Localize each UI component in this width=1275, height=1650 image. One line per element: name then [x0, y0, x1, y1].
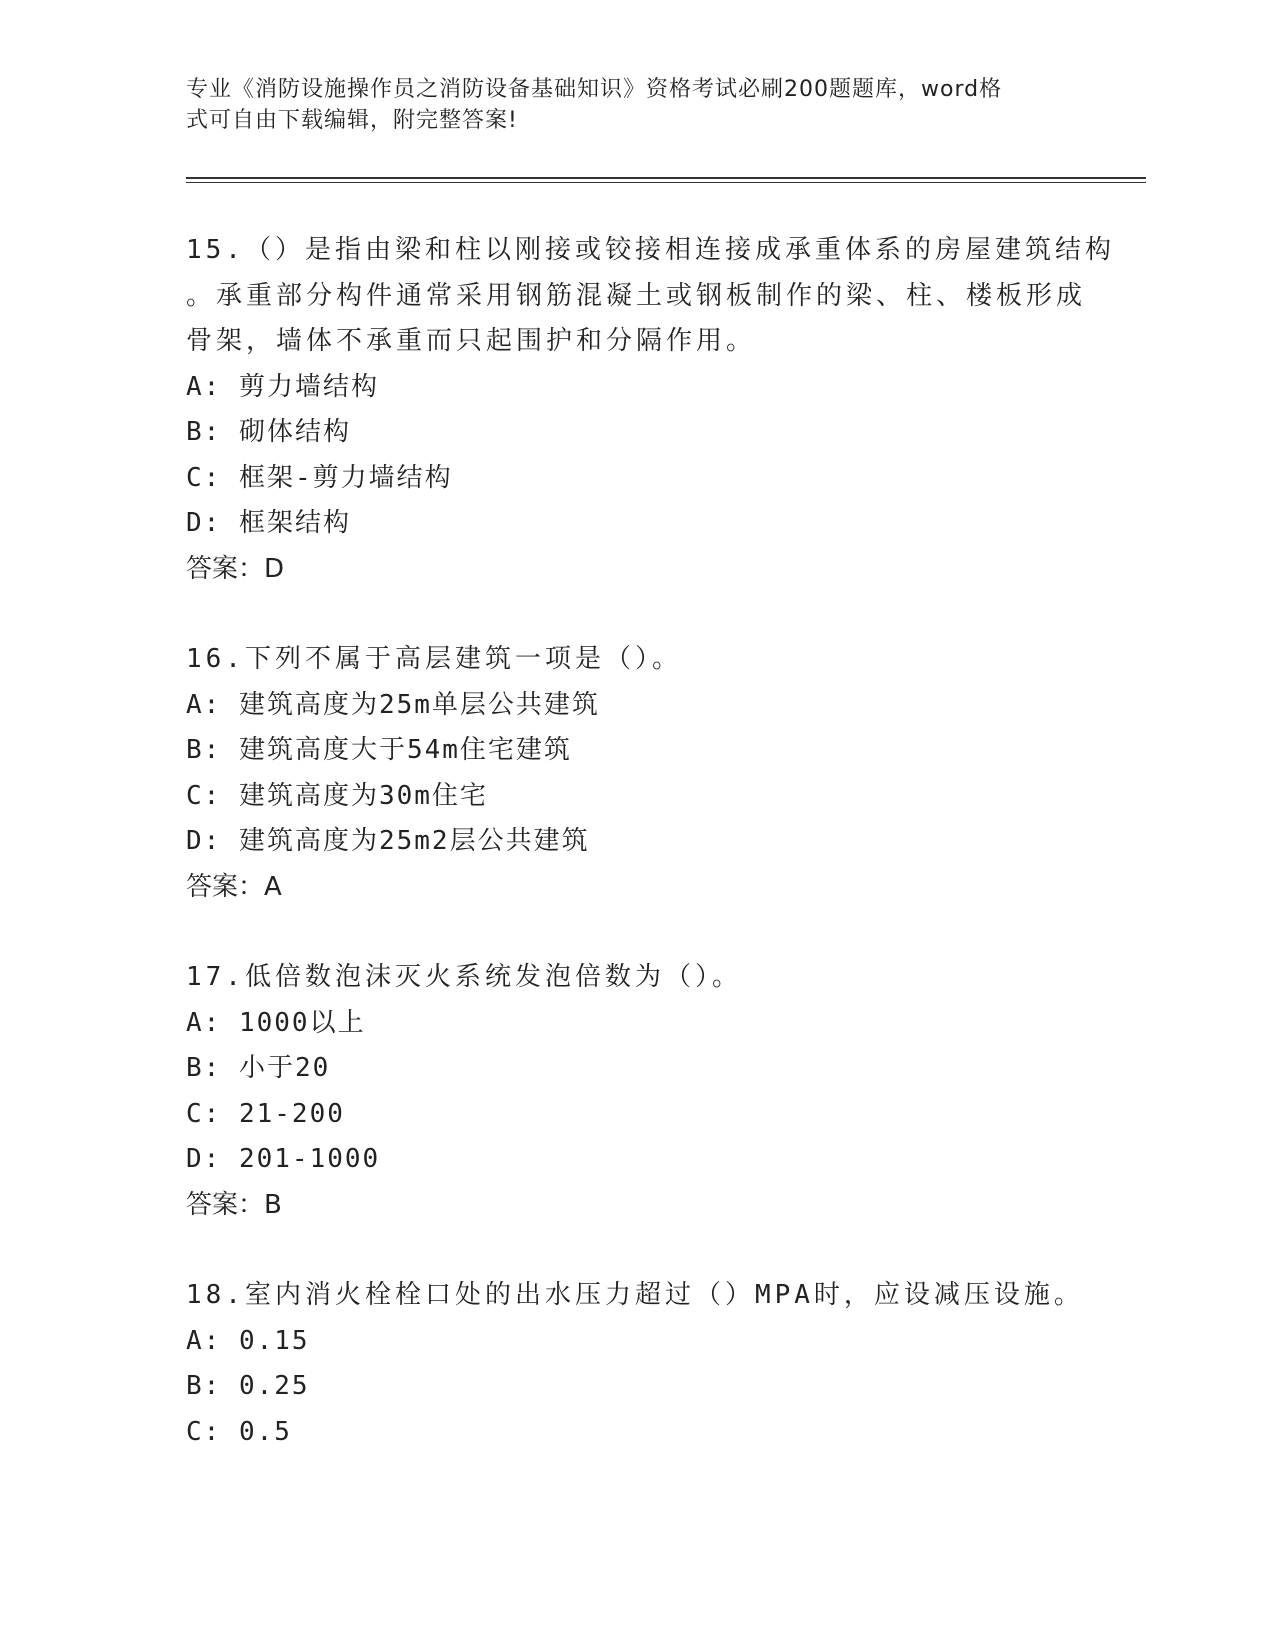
- option-c: C: 建筑高度为30m住宅: [186, 780, 488, 811]
- header-line-2: 式可自由下载编辑，附完整答案!: [186, 108, 518, 133]
- option-b: B: 建筑高度大于54m住宅建筑: [186, 735, 572, 765]
- document-header: [186, 74, 1066, 136]
- option-b: B: 小于20: [186, 1053, 331, 1083]
- option-d: D: 框架结构: [186, 508, 351, 538]
- question-stem-line: 17.低倍数泡沫灭火系统发泡倍数为（）。: [186, 962, 742, 992]
- question-16: [186, 637, 1086, 910]
- question-17: [186, 955, 1086, 1228]
- question-stem-line: 18.室内消火栓栓口处的出水压力超过（）MPA时，应设减压设施。: [186, 1280, 1084, 1310]
- question-18: [186, 1273, 1086, 1455]
- option-d: D: 201-1000: [186, 1144, 381, 1174]
- answer-label: 答案：A: [186, 871, 282, 902]
- header-divider: [186, 177, 1146, 179]
- option-a: A: 1000以上: [186, 1007, 366, 1038]
- header-line-1: 专业《消防设施操作员之消防设备基础知识》资格考试必刷200题题库，word格: [186, 77, 1003, 102]
- option-c: C: 框架-剪力墙结构: [186, 462, 453, 493]
- option-c: C: 0.5: [186, 1416, 292, 1447]
- answer-label: 答案：D: [186, 553, 285, 584]
- option-c: C: 21-200: [186, 1098, 345, 1129]
- question-stem-line: 。承重部分构件通常采用钢筋混凝土或钢板制作的梁、柱、楼板形成: [186, 280, 1087, 311]
- option-a: A: 剪力墙结构: [186, 371, 379, 402]
- option-a: A: 建筑高度为25m单层公共建筑: [186, 689, 600, 720]
- question-15: [186, 228, 1115, 592]
- answer-label: 答案：B: [186, 1189, 282, 1220]
- question-stem-line: 15.（）是指由梁和柱以刚接或铰接相连接成承重体系的房屋建筑结构: [186, 235, 1115, 265]
- header-divider-thin: [186, 182, 1146, 183]
- option-a: A: 0.15: [186, 1325, 310, 1356]
- question-stem-line: 16.下列不属于高层建筑一项是（）。: [186, 644, 682, 674]
- option-d: D: 建筑高度为25m2层公共建筑: [186, 826, 590, 856]
- option-b: B: 砌体结构: [186, 417, 351, 447]
- question-stem-line: 骨架，墙体不承重而只起围护和分隔作用。: [186, 326, 757, 356]
- option-b: B: 0.25: [186, 1371, 310, 1401]
